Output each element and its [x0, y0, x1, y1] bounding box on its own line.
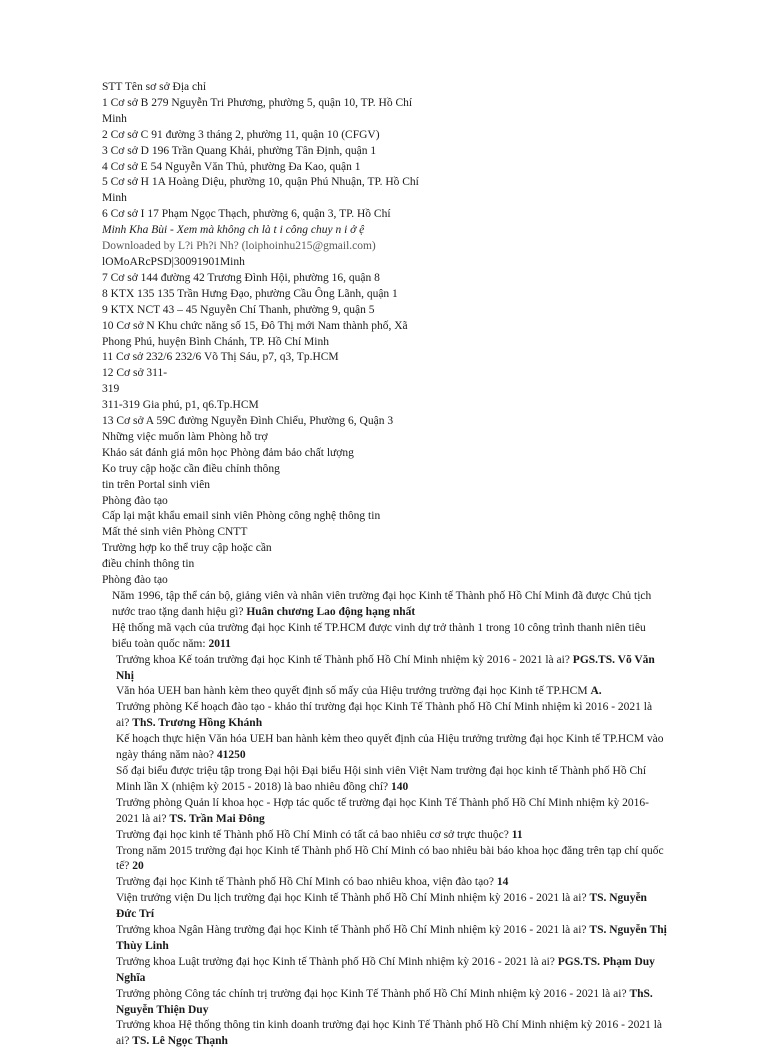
- doc-id-line: lOMoARcPSD|30091901Minh: [102, 255, 245, 268]
- qa-item: [102, 732, 668, 764]
- text-line: Phòng đào tạo: [102, 494, 168, 507]
- question-text: Năm 1996, tập thể cán bộ, giảng viên và nhân viên trường đại học Kinh tế Thành phố Hồ Chí Minh đã được Chủ tịch nước trao tặng danh hiệu gì?: [112, 590, 652, 618]
- qa-item: [102, 796, 668, 828]
- text-line: 10 Cơ sở N Khu chức năng số 15, Đô Thị mới Nam thành phố, Xã: [102, 319, 408, 332]
- question-text: Trưởng phòng Quản lí khoa học - Hợp tác quốc tế trường đại học Kinh Tế Thành phố Hồ Chí Minh nhiệm kỳ 2016-2021 là ai?: [116, 796, 649, 825]
- qa-item: [102, 891, 668, 923]
- answer-text: ThS. Nguyễn Thiện Duy: [116, 987, 653, 1016]
- text-line: 3 Cơ sở D 196 Trần Quang Khải, phường Tân Định, quận 1: [102, 144, 377, 157]
- question-text: Trường đại học kinh tế Thành phố Hồ Chí Minh có tất cả bao nhiêu cơ sở trực thuộc?: [116, 828, 509, 841]
- answer-text: 140: [391, 780, 409, 793]
- answer-text: 14: [496, 876, 509, 889]
- answer-text: 2011: [208, 637, 231, 650]
- watermark-line: Minh Kha Bùi - Xem mà không ch là t i công chuy n i ở ệ: [102, 224, 365, 237]
- question-text: Trưởng khoa Hệ thống thông tin kinh doanh trường đại học Kinh Tế Thành phố Hồ Chí Minh nhiệm kỳ 2016 - 2021 là ai?: [116, 1019, 663, 1048]
- answer-text: 11: [511, 828, 523, 841]
- question-text: Trưởng phòng Kế hoạch đào tạo - khảo thí trường đại học Kinh Tế Thành phố Hồ Chí Minh nhiệm kì 2016 - 2021 là ai?: [116, 701, 653, 730]
- document-body: [102, 80, 668, 1050]
- text-line: 8 KTX 135 135 Trần Hưng Đạo, phường Cầu Ông Lãnh, quận 1: [102, 287, 398, 300]
- question-text: Kế hoạch thực hiện Văn hóa UEH ban hành kèm theo quyết định của Hiệu trưởng trường đại học Kinh tế TP.HCM vào ngày tháng năm nào?: [116, 733, 664, 762]
- text-line: tin trên Portal sinh viên: [102, 478, 210, 491]
- question-text: Viện trưởng viện Du lịch trường đại học Kinh tế Thành phố Hồ Chí Minh nhiệm kỳ 2016 - 2021 là ai?: [116, 892, 587, 905]
- text-line: Trường hợp ko thể truy cập hoặc cần: [102, 542, 272, 555]
- answer-text: ThS. Trương Hồng Khánh: [132, 717, 263, 730]
- question-text: Văn hóa UEH ban hành kèm theo quyết định số mấy của Hiệu trưởng trường đại học Kinh tế TP.HCM: [116, 685, 588, 698]
- text-line: Ko truy cập hoặc cần điều chỉnh thông: [102, 462, 280, 475]
- text-line: 6 Cơ sở I 17 Phạm Ngọc Thạch, phường 6, quận 3, TP. Hồ Chí: [102, 208, 391, 221]
- text-line: 7 Cơ sở 144 đường 42 Trương Đình Hội, phường 16, quận 8: [102, 271, 380, 284]
- text-line: Phòng đào tạo: [102, 574, 168, 587]
- question-text: Số đại biểu được triệu tập trong Đại hội Đại biểu Hội sinh viên Việt Nam trường đại học kinh tế Thành phố Hồ Chí Minh lần X (nhiệm kỳ 2015 - 2018) là bao nhiêu đồng chí?: [116, 764, 647, 793]
- qa-item: [102, 700, 668, 732]
- text-line: Minh: [102, 192, 127, 205]
- text-line: Mất thẻ sinh viên Phòng CNTT: [102, 526, 248, 539]
- answer-text: PGS.TS. Phạm Duy Nghĩa: [116, 955, 655, 984]
- qa-item: [102, 987, 668, 1019]
- text-line: 319: [102, 383, 120, 396]
- answer-text: Huân chương Lao động hạng nhất: [246, 605, 416, 618]
- answer-text: TS. Nguyễn Thị Thùy Linh: [116, 924, 667, 952]
- answer-text: TS. Lê Ngọc Thạnh: [132, 1035, 228, 1048]
- text-line: 11 Cơ sở 232/6 232/6 Võ Thị Sáu, p7, q3, Tp.HCM: [102, 351, 339, 364]
- question-text: Hệ thống mã vạch của trường đại học Kinh tế TP.HCM được vinh dự trở thành 1 trong 10 công trình thanh niên tiêu biểu toàn quốc năm:: [112, 621, 646, 650]
- qa-item: [102, 589, 668, 621]
- qa-item: [102, 764, 668, 796]
- answer-text: A.: [590, 685, 602, 698]
- text-line: 311-319 Gia phú, p1, q6.Tp.HCM: [102, 399, 259, 412]
- text-line: Cấp lại mật khẩu email sinh viên Phòng công nghệ thông tin: [102, 510, 381, 523]
- text-line: 2 Cơ sở C 91 đường 3 tháng 2, phường 11, quận 10 (CFGV): [102, 128, 380, 141]
- text-line: 4 Cơ sở E 54 Nguyễn Văn Thủ, phường Đa Kao, quận 1: [102, 160, 361, 173]
- question-text: Trong năm 2015 trường đại học Kinh tế Thành phố Hồ Chí Minh có bao nhiêu bài báo khoa học đăng trên tạp chí quốc tế?: [116, 844, 664, 873]
- qa-item: [102, 828, 668, 844]
- text-line: 9 KTX NCT 43 – 45 Nguyễn Chí Thanh, phường 9, quận 5: [102, 303, 375, 316]
- question-text: Trường đại học Kinh tế Thành phố Hồ Chí Minh có bao nhiêu khoa, viện đào tạo?: [116, 876, 495, 889]
- answer-text: 41250: [216, 749, 246, 762]
- text-line: điều chỉnh thông tin: [102, 558, 195, 571]
- text-line: Phong Phú, huyện Bình Chánh, TP. Hồ Chí Minh: [102, 335, 329, 348]
- qa-item: [102, 1018, 668, 1050]
- qa-item: [102, 875, 668, 891]
- table-header: STT Tên sơ sở Địa chỉ: [102, 81, 207, 93]
- question-text: Trưởng khoa Ngân Hàng trường đại học Kinh tế Thành phố Hồ Chí Minh nhiệm kỳ 2016 - 2021 là ai?: [116, 924, 587, 937]
- question-text: Trưởng phòng Công tác chính trị trường đại học Kinh Tế Thành phố Hồ Chí Minh nhiệm kỳ 2016 - 2021 là ai?: [116, 987, 627, 1000]
- answer-text: TS. Trần Mai Đông: [169, 812, 265, 825]
- text-line: 1 Cơ sở B 279 Nguyễn Tri Phương, phường 5, quận 10, TP. Hồ Chí: [102, 96, 413, 109]
- text-line: Khảo sát đánh giá môn học Phòng đảm bảo chất lượng: [102, 446, 354, 459]
- qa-item: [102, 844, 668, 876]
- question-text: Trưởng khoa Luật trường đại học Kinh tế Thành phố Hồ Chí Minh nhiệm kỳ 2016 - 2021 là ai?: [116, 955, 555, 968]
- qa-item: [102, 653, 668, 685]
- qa-item: [102, 955, 668, 987]
- answer-text: 20: [132, 860, 144, 873]
- text-line: 5 Cơ sở H 1A Hoàng Diệu, phường 10, quận Phú Nhuận, TP. Hồ Chí: [102, 176, 419, 189]
- question-text: Trưởng khoa Kế toán trường đại học Kinh tế Thành phố Hồ Chí Minh nhiệm kỳ 2016 - 2021 là ai?: [116, 653, 570, 666]
- text-line: Những việc muốn làm Phòng hỗ trợ: [102, 430, 268, 443]
- text-line: 12 Cơ sở 311-: [102, 367, 168, 380]
- text-line: 13 Cơ sở A 59C đường Nguyễn Đình Chiểu, Phường 6, Quận 3: [102, 415, 394, 428]
- qa-item: [102, 923, 668, 955]
- answer-text: TS. Nguyễn Đức Trí: [116, 892, 647, 921]
- answer-text: PGS.TS. Võ Văn Nhị: [116, 653, 655, 682]
- qa-item: [102, 684, 668, 700]
- text-line: Minh: [102, 112, 127, 125]
- qa-item: [102, 621, 668, 653]
- download-notice: Downloaded by L?i Ph?i Nh? (loiphoinhu215@gmail.com): [102, 240, 376, 253]
